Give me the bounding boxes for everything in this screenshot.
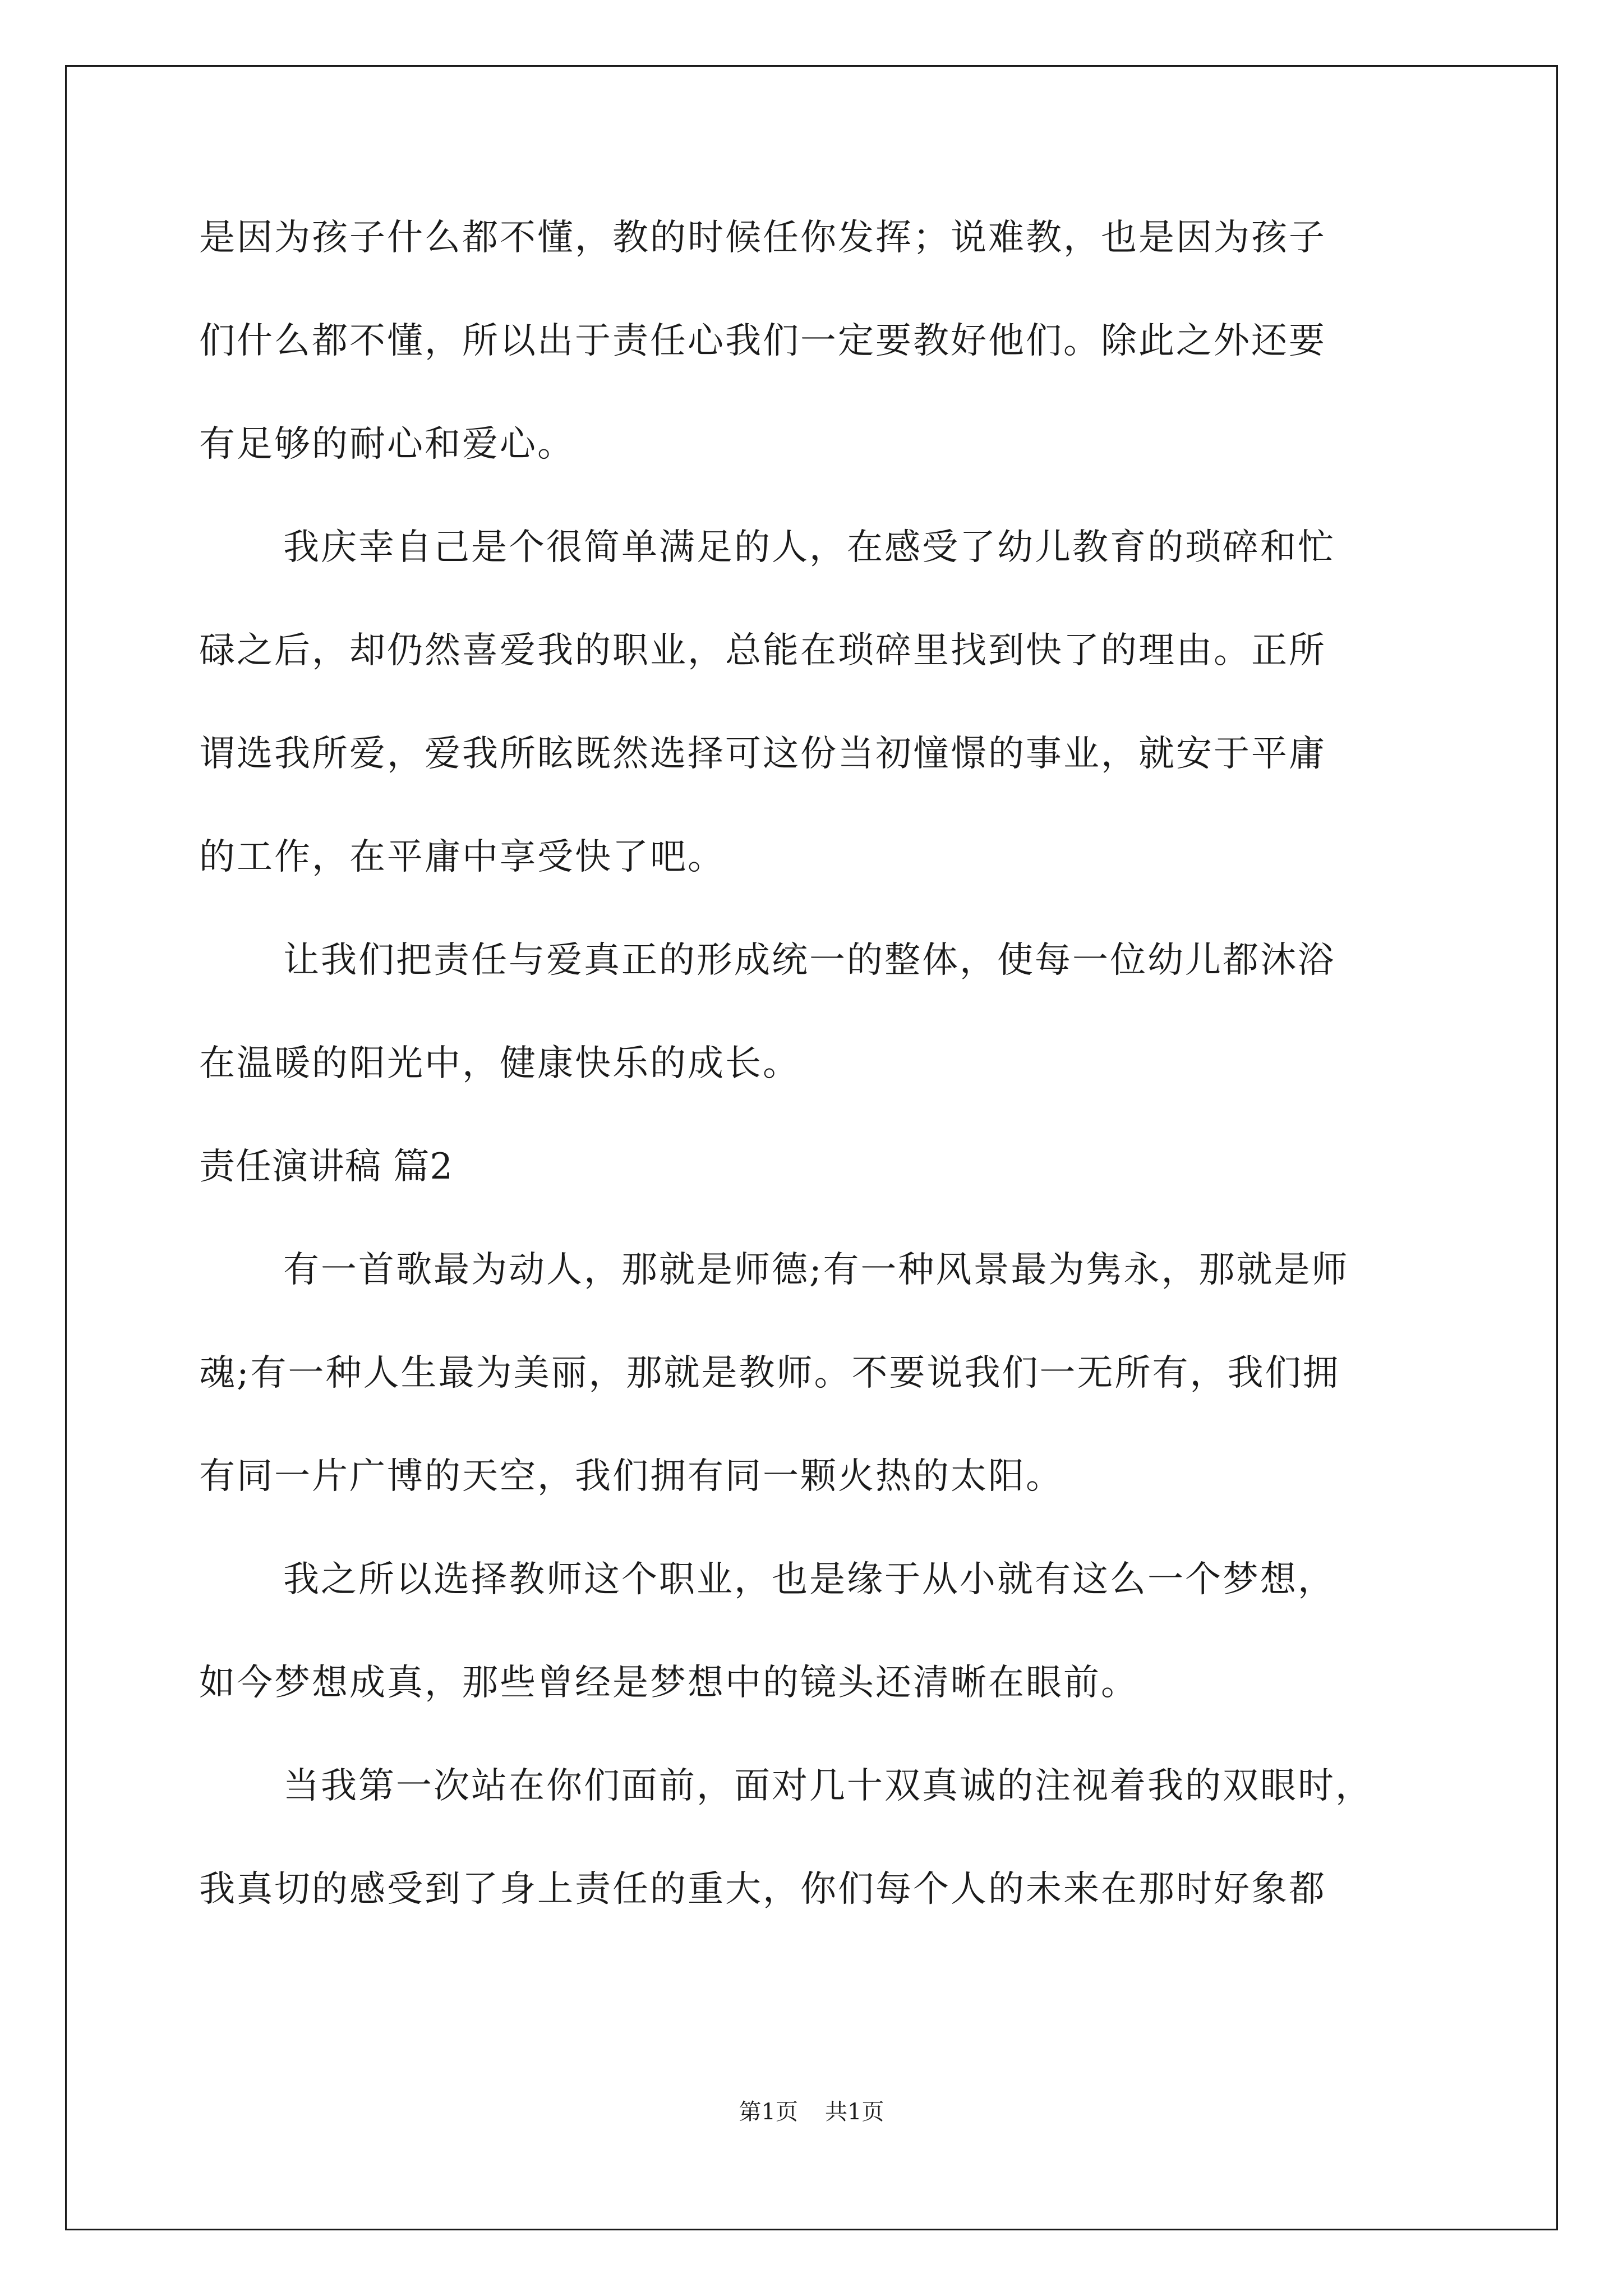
document-body <box>199 213 1433 1968</box>
text-line: 我真切的感受到了身上责任的重大，你们每个人的未来在那时好象都 <box>199 1869 1326 1910</box>
text-line: 有足够的耐心和爱心。 <box>199 424 575 465</box>
paragraph-start-line: 让我们把责任与爱真正的形成统一的整体，使每一位幼儿都沐浴 <box>283 940 1335 981</box>
text-line: 如今梦想成真，那些曾经是梦想中的镜头还清晰在眼前。 <box>199 1662 1138 1704</box>
paragraph-start-line: 当我第一次站在你们面前，面对几十双真诚的注视着我的双眼时， <box>283 1765 1373 1807</box>
paragraph-start-line: 有一首歌最为动人，那就是师德;有一种风景最为隽永，那就是师 <box>283 1249 1349 1291</box>
text-line: 们什么都不懂，所以出于责任心我们一定要教好他们。除此之外还要 <box>199 320 1326 362</box>
page-total: 共1页 <box>825 2099 884 2125</box>
text-line: 有同一片广博的天空，我们拥有同一颗火热的太阳。 <box>199 1456 1063 1497</box>
text-line: 碌之后，却仍然喜爱我的职业，总能在琐碎里找到快了的理由。正所 <box>199 630 1326 671</box>
text-line: 在温暖的阳光中，健康快乐的成长。 <box>199 1043 800 1084</box>
text-line: 谓选我所爱，爱我所眩既然选择可这份当初憧憬的事业，就安于平庸 <box>199 733 1326 775</box>
page-footer <box>0 2098 1623 2126</box>
text-line: 魂;有一种人生最为美丽，那就是教师。不要说我们一无所有，我们拥 <box>199 1352 1340 1394</box>
paragraph-start-line: 我之所以选择教师这个职业，也是缘于从小就有这么一个梦想， <box>283 1559 1335 1600</box>
paragraph-start-line: 我庆幸自己是个很简单满足的人，在感受了幼儿教育的琐碎和忙 <box>283 527 1335 568</box>
text-line: 是因为孩子什么都不懂，教的时候任你发挥；说难教，也是因为孩子 <box>199 217 1326 259</box>
page-number: 第1页 <box>739 2099 798 2125</box>
text-line: 的工作，在平庸中享受快了吧。 <box>199 836 725 878</box>
section-heading: 责任演讲稿 篇2 <box>199 1146 454 1188</box>
